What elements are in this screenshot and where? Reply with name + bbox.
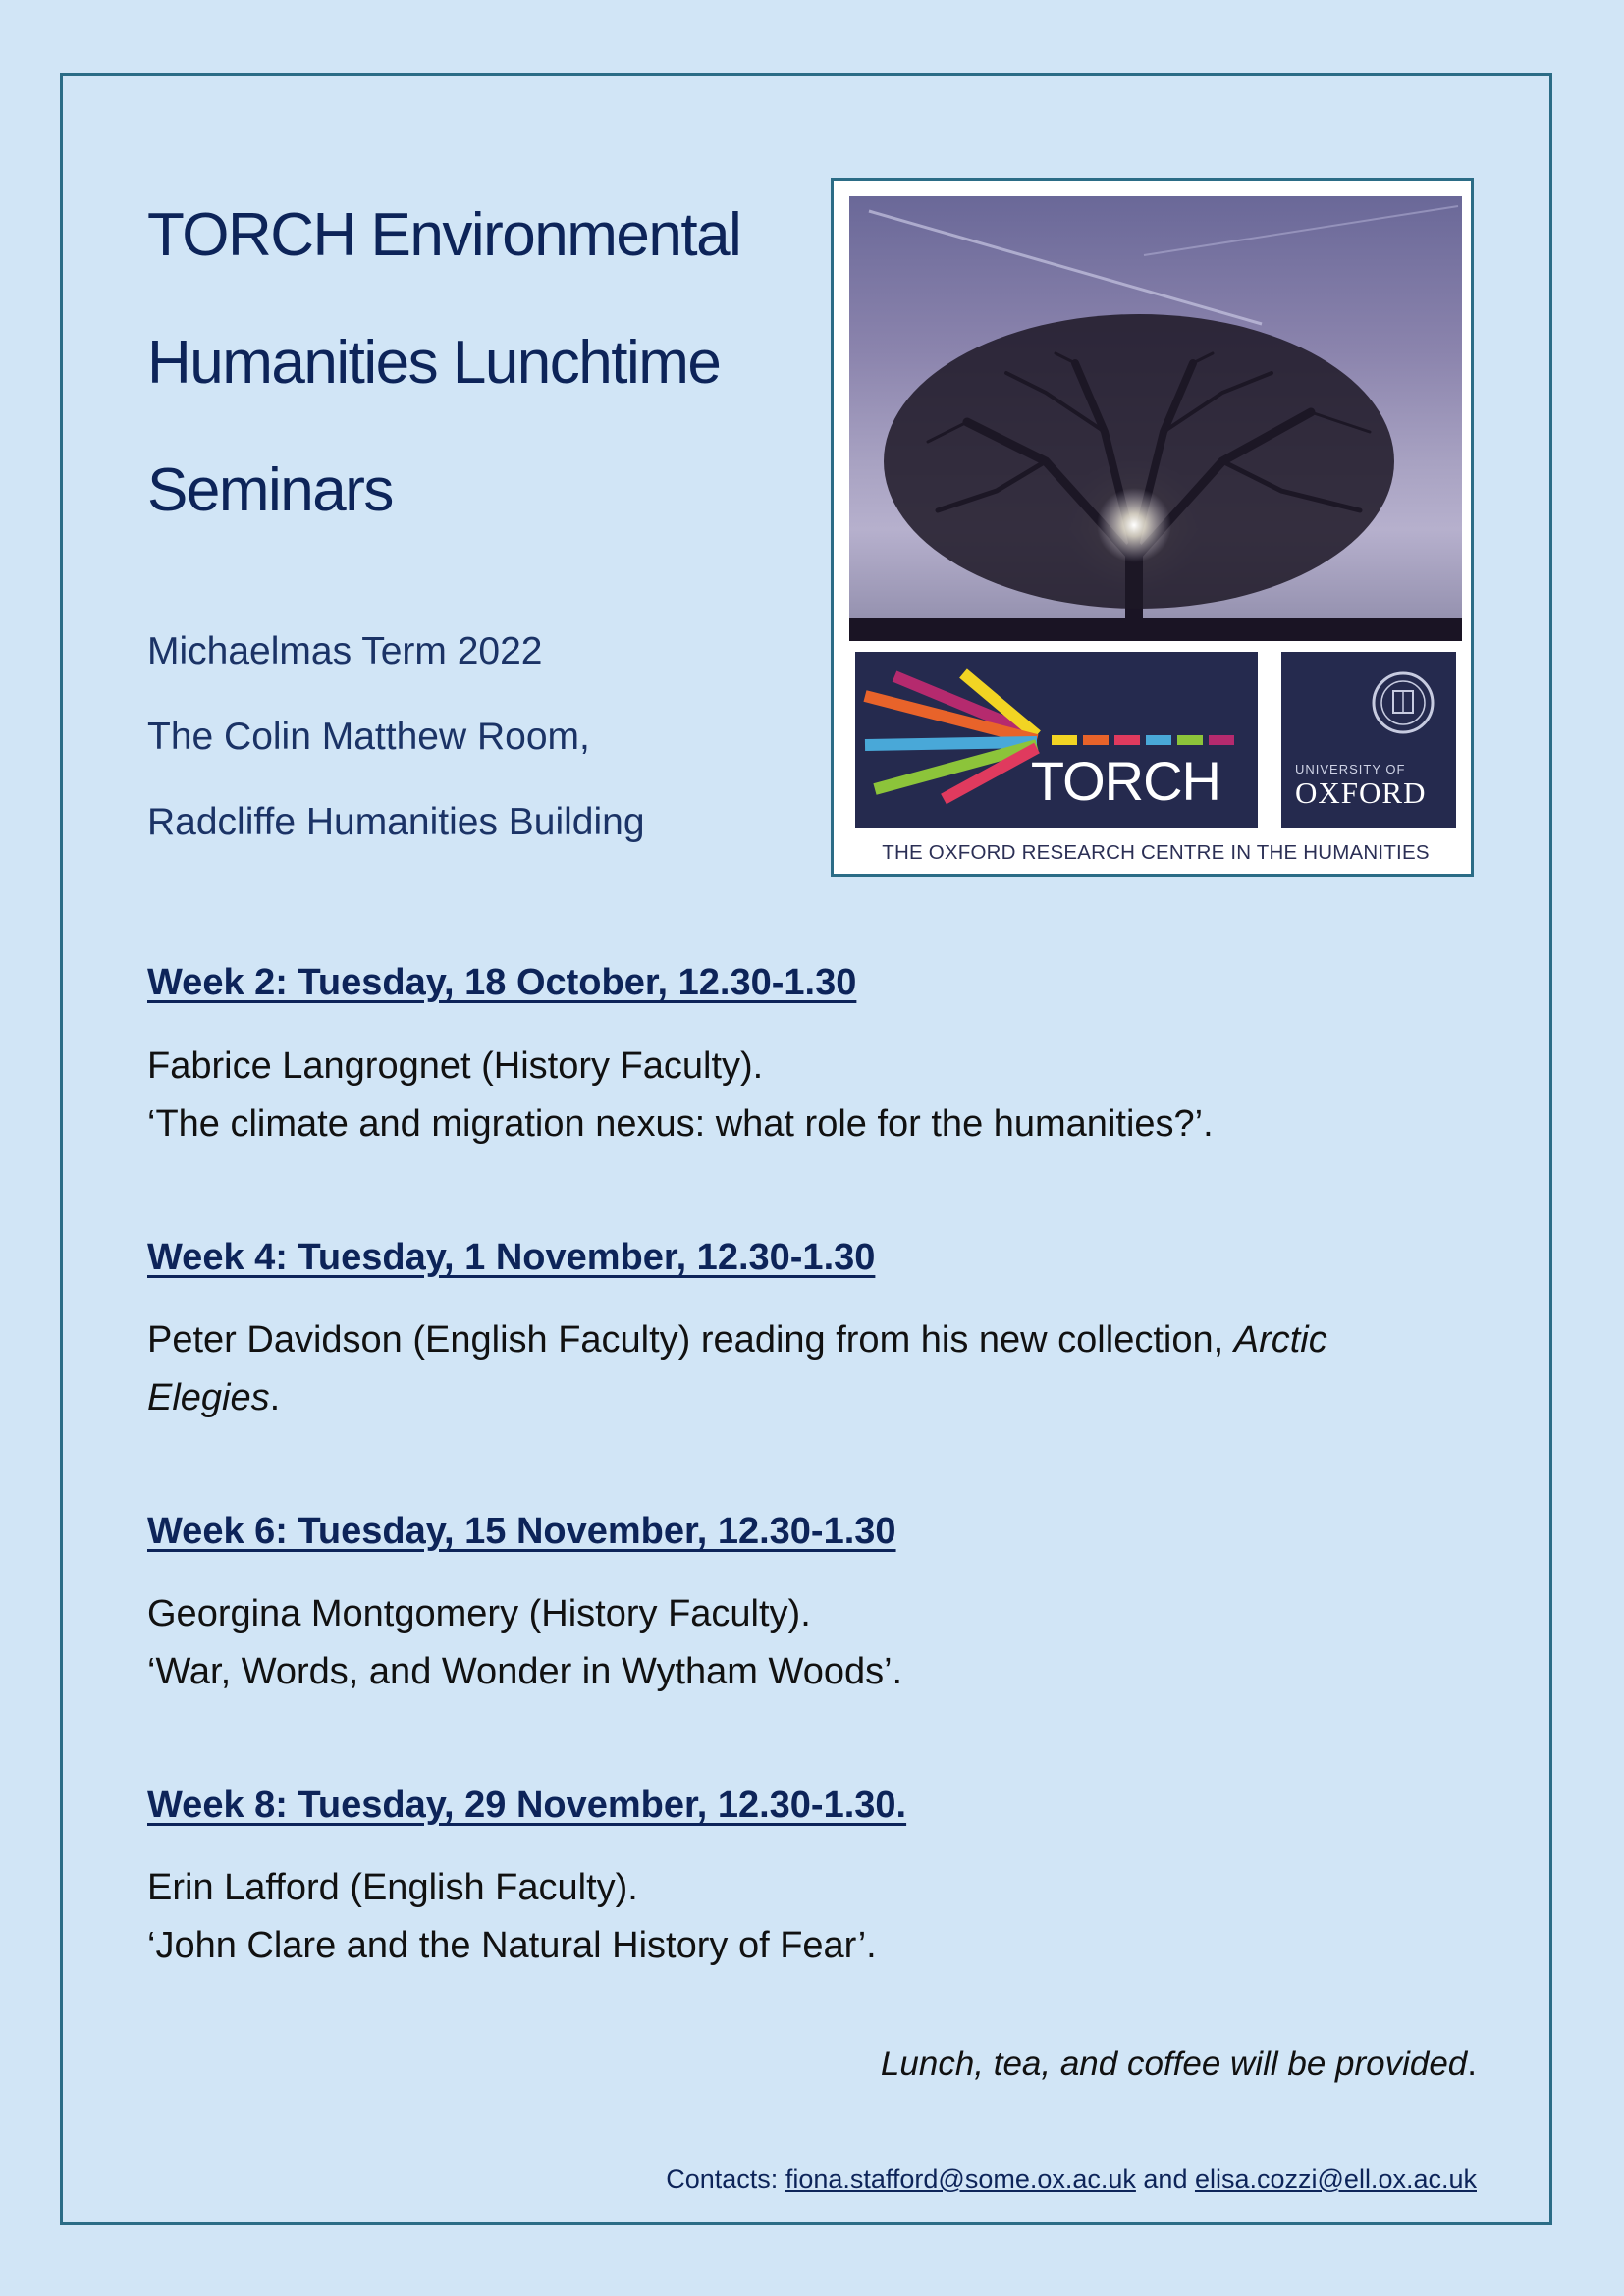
seminar-heading-week-4: Week 4: Tuesday, 1 November, 12.30-1.30 — [147, 1237, 876, 1278]
contacts-and: and — [1135, 2164, 1195, 2194]
header-image — [831, 178, 1474, 877]
room-label: The Colin Matthew Room, — [147, 716, 590, 758]
tree-silhouette-image — [849, 196, 1462, 641]
sentence-end: . — [269, 1377, 281, 1418]
contact-email-elisa[interactable]: elisa.cozzi@ell.ox.ac.uk — [1194, 2164, 1477, 2194]
title-line-1: TORCH Environmental — [147, 201, 741, 269]
event-info — [147, 609, 645, 865]
seminar-heading-week-6: Week 6: Tuesday, 15 November, 12.30-1.30 — [147, 1511, 896, 1552]
title-line-2: Humanities Lunchtime — [147, 329, 721, 397]
contacts-line — [666, 2164, 1477, 2195]
seminar-speaker: Erin Lafford (English Faculty). — [147, 1867, 638, 1908]
seminar-speaker: Fabrice Langrognet (History Faculty). — [147, 1045, 764, 1087]
contacts-label: Contacts: — [666, 2164, 785, 2194]
oxford-wordmark: OXFORD — [1295, 775, 1427, 810]
page-title — [147, 172, 795, 555]
seminar-topic: ‘War, Words, and Wonder in Wytham Woods’. — [147, 1651, 903, 1692]
term-label: Michaelmas Term 2022 — [147, 630, 543, 672]
book-title-part-2: Elegies — [147, 1377, 270, 1418]
refreshments-note — [881, 2045, 1477, 2084]
seminar-description-week-4 — [147, 1311, 1463, 1427]
university-of-label: UNIVERSITY OF — [1295, 762, 1406, 776]
oxford-logo — [1281, 652, 1456, 828]
title-line-3: Seminars — [147, 456, 393, 524]
tree-photo — [849, 196, 1462, 641]
seminar-heading-week-2: Week 2: Tuesday, 18 October, 12.30-1.30 — [147, 962, 857, 1003]
torch-strapline: THE OXFORD RESEARCH CENTRE IN THE HUMANITIES — [882, 841, 1430, 864]
book-title-part-1: Arctic — [1233, 1319, 1327, 1361]
seminar-speaker: Georgina Montgomery (History Faculty). — [147, 1593, 811, 1634]
refreshments-period: . — [1467, 2045, 1477, 2083]
contact-email-fiona[interactable]: fiona.stafford@some.ox.ac.uk — [785, 2164, 1136, 2194]
refreshments-text: Lunch, tea, and coffee will be provided — [880, 2045, 1468, 2083]
seminar-topic: ‘John Clare and the Natural History of Fear’. — [147, 1925, 877, 1966]
seminar-heading-week-8: Week 8: Tuesday, 29 November, 12.30-1.30. — [147, 1785, 907, 1826]
building-label: Radcliffe Humanities Building — [147, 801, 645, 843]
torch-logo — [855, 652, 1258, 828]
seminar-description-week-2 — [147, 1038, 1463, 1153]
oxford-crest-icon — [1281, 652, 1456, 760]
seminar-speaker: Peter Davidson (English Faculty) reading from his new collection, — [147, 1319, 1234, 1361]
torch-wordmark: TORCH — [1030, 750, 1220, 812]
seminar-topic: ‘The climate and migration nexus: what role for the humanities?’. — [147, 1103, 1214, 1145]
seminar-description-week-6 — [147, 1585, 1463, 1701]
seminar-description-week-8 — [147, 1859, 1463, 1975]
